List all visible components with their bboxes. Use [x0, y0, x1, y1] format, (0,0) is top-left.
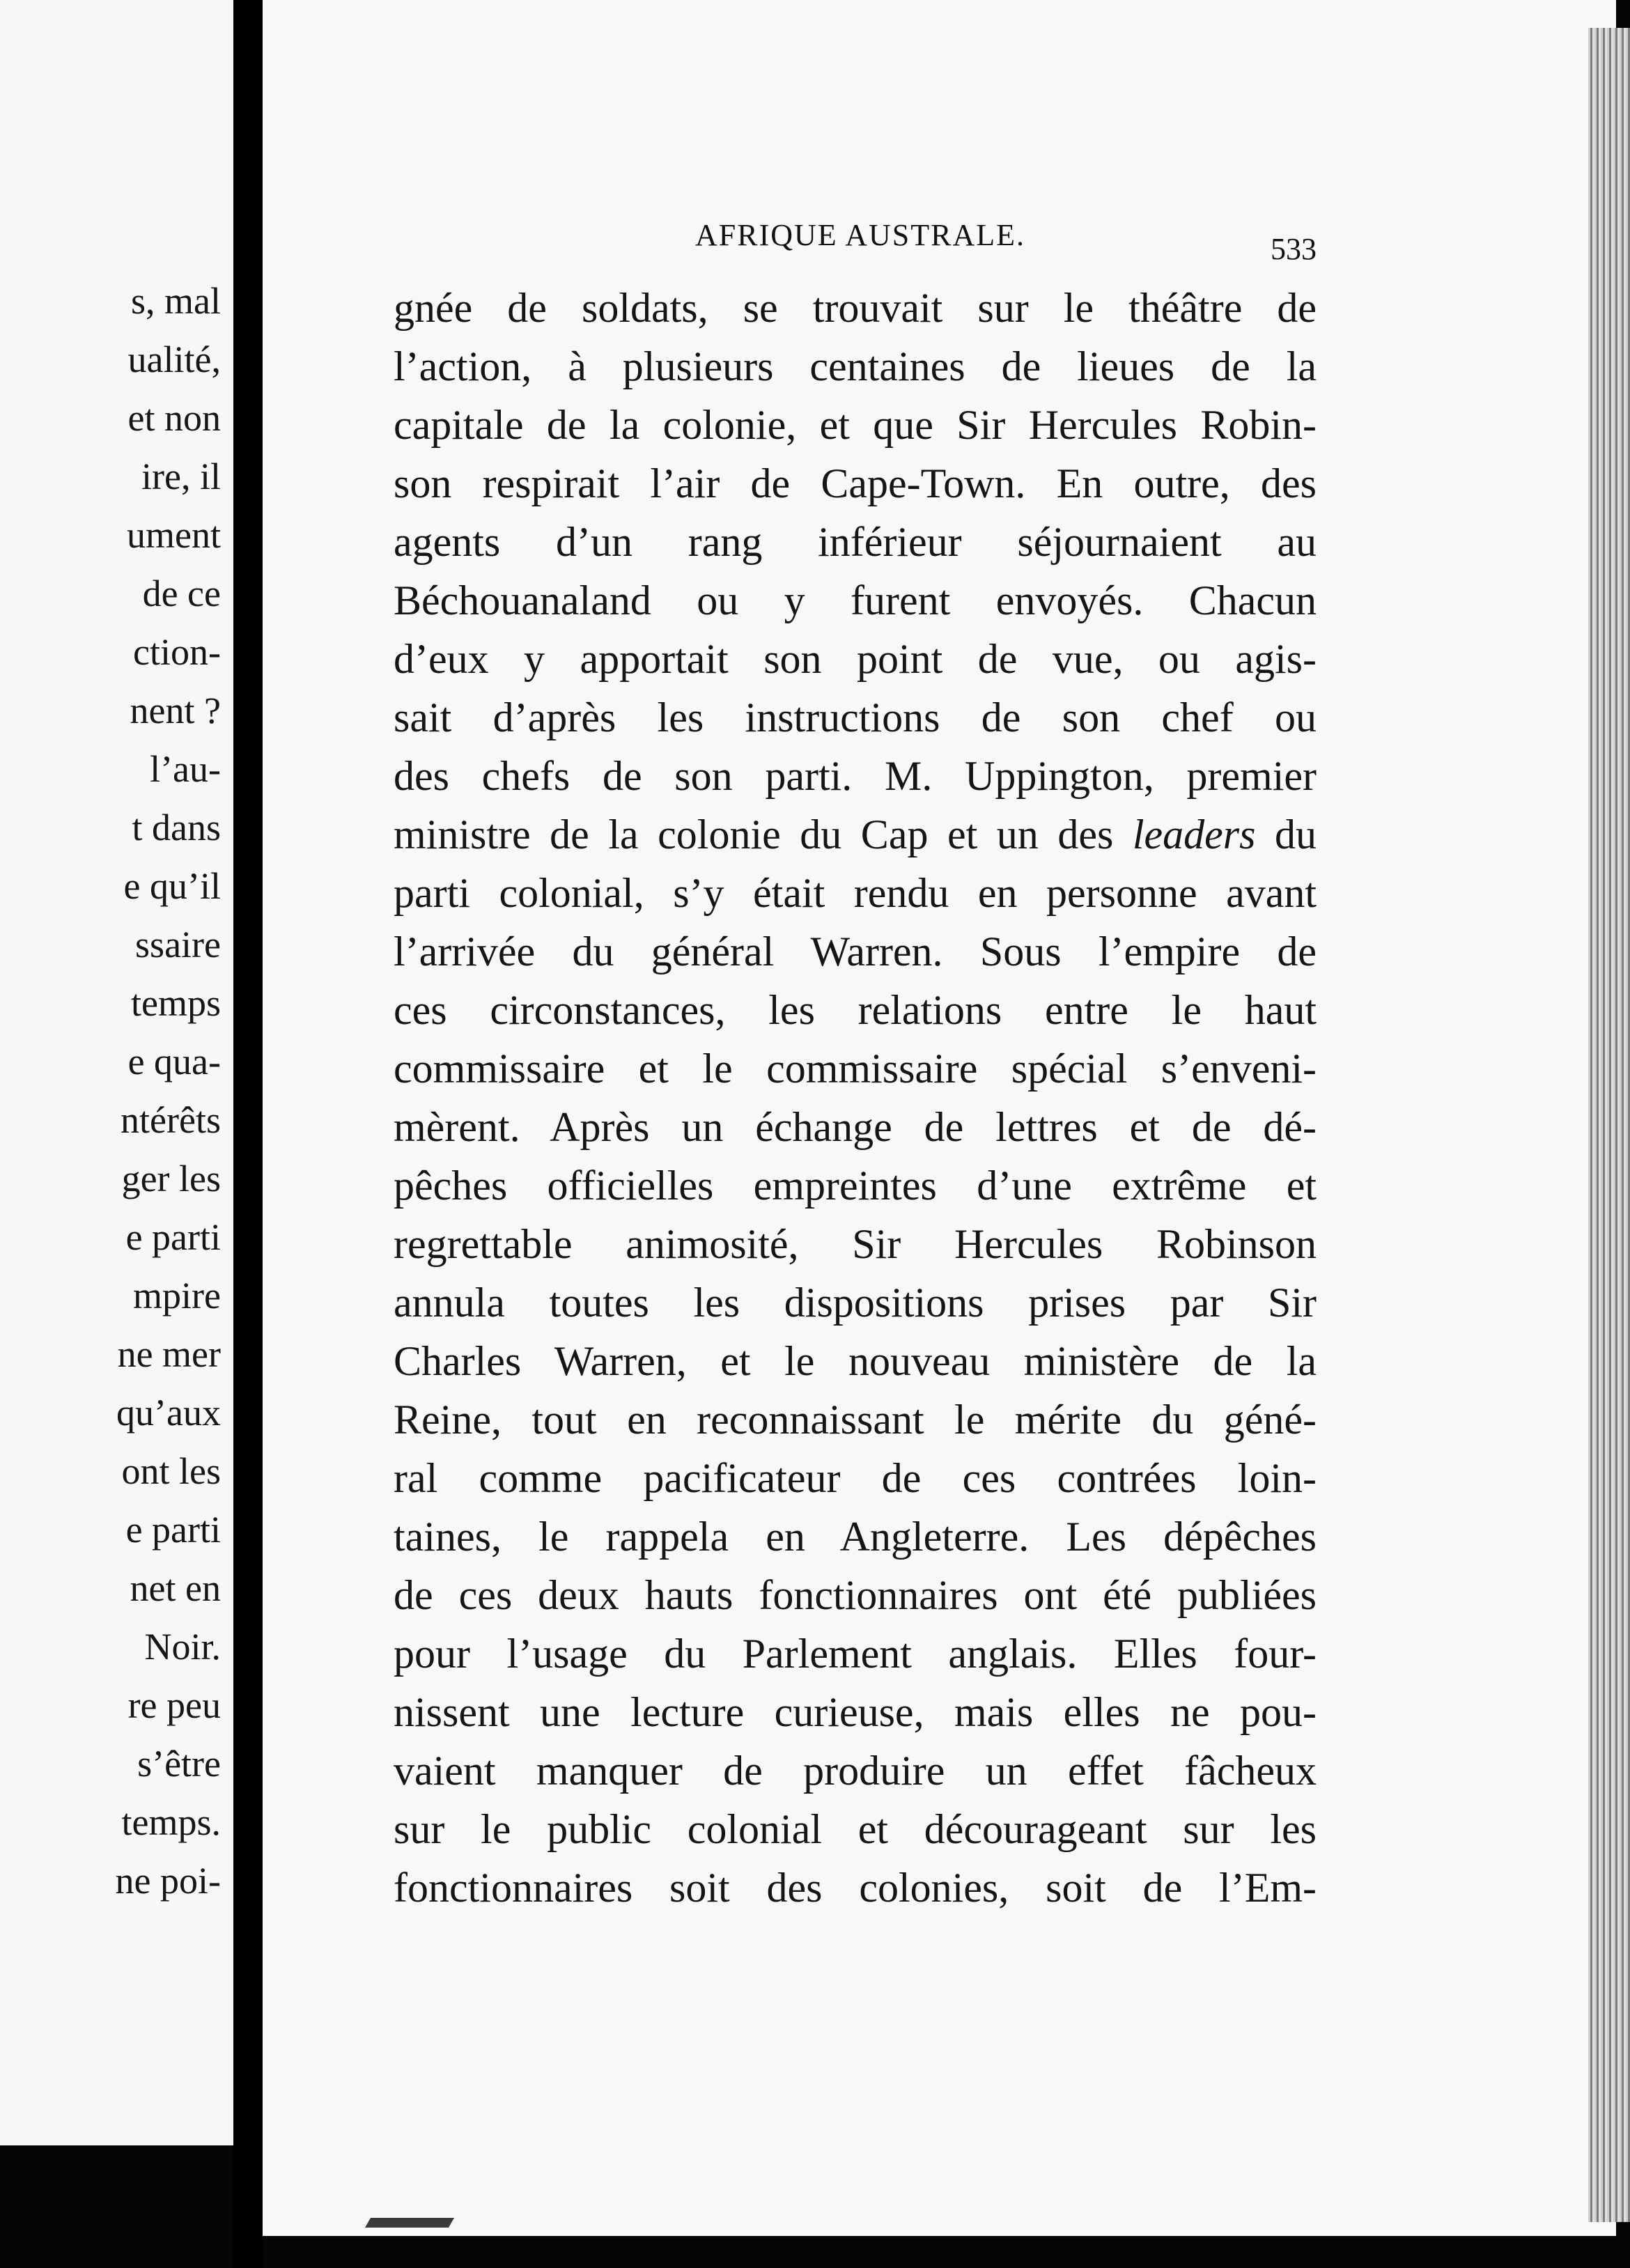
text-line: sur le public colonial et décourageant sur les: [394, 1806, 1317, 1852]
book-gutter: [233, 0, 263, 2268]
left-page-line: Noir.: [144, 1626, 221, 1668]
left-page-line: temps: [131, 982, 221, 1024]
left-page-line: nent ?: [130, 690, 221, 731]
left-page-line: e parti: [125, 1509, 221, 1551]
left-page-line: re peu: [127, 1684, 221, 1726]
text-segment: du: [1255, 811, 1317, 857]
left-page-line: e qua-: [127, 1041, 221, 1082]
left-page-line: mpire: [133, 1275, 221, 1316]
text-line: d’eux y apportait son point de vue, ou agis-: [394, 636, 1317, 682]
text-line: mèrent. Après un échange de lettres et de dé-: [394, 1104, 1317, 1150]
left-page-fragment: [0, 0, 233, 2145]
text-line: commissaire et le commissaire spécial s’enveni-: [394, 1046, 1317, 1092]
text-line: Reine, tout en reconnaissant le mérite du géné-: [394, 1397, 1317, 1443]
text-line: Charles Warren, et le nouveau ministère de la: [394, 1338, 1317, 1384]
running-header: AFRIQUE AUSTRALE.: [695, 218, 1026, 252]
left-page-line: s, mal: [131, 280, 221, 322]
text-line: annula toutes les dispositions prises par Sir: [394, 1280, 1317, 1326]
text-line: parti colonial, s’y était rendu en personne avant: [394, 870, 1317, 916]
text-line: [394, 811, 1317, 857]
text-line: de ces deux hauts fonctionnaires ont été publiées: [394, 1572, 1317, 1618]
left-page-line: e qu’il: [123, 865, 221, 907]
left-page-line: ualité,: [127, 339, 221, 380]
left-page-line: et non: [127, 397, 221, 439]
page-number: 533: [1271, 232, 1317, 266]
page-edge: [1588, 28, 1630, 2222]
left-page-line: ntérêts: [121, 1099, 221, 1141]
text-line: vaient manquer de produire un effet fâcheux: [394, 1748, 1317, 1794]
left-page-line: temps.: [121, 1801, 221, 1843]
left-page-line: e parti: [125, 1216, 221, 1258]
text-line: capitale de la colonie, et que Sir Hercules Robin-: [394, 402, 1317, 448]
text-line: ral comme pacificateur de ces contrées loin-: [394, 1455, 1317, 1501]
left-page-line: de ce: [142, 573, 221, 614]
text-line: des chefs de son parti. M. Uppington, premier: [394, 753, 1317, 799]
text-line: fonctionnaires soit des colonies, soit de l’Em-: [394, 1865, 1317, 1911]
text-line: ces circonstances, les relations entre le haut: [394, 987, 1317, 1033]
left-page-line: l’au-: [150, 748, 221, 790]
left-page-line: net en: [130, 1567, 221, 1609]
left-page-line: ire, il: [141, 456, 221, 497]
text-line: l’arrivée du général Warren. Sous l’empire de: [394, 929, 1317, 974]
left-page-line: ument: [127, 514, 221, 556]
text-line: taines, le rappela en Angleterre. Les dépêches: [394, 1514, 1317, 1560]
text-line: Béchouanaland ou y furent envoyés. Chacun: [394, 577, 1317, 623]
text-line: gnée de soldats, se trouvait sur le théâtre de: [394, 285, 1317, 331]
text-line: nissent une lecture curieuse, mais elles ne pou-: [394, 1689, 1317, 1735]
left-page-line: ont les: [121, 1450, 221, 1492]
left-page-line: t dans: [132, 807, 221, 848]
text-line: pour l’usage du Parlement anglais. Elles four-: [394, 1631, 1317, 1677]
text-line: l’action, à plusieurs centaines de lieues de la: [394, 343, 1317, 389]
left-page-line: qu’aux: [116, 1392, 221, 1434]
text-line: son respirait l’air de Cape-Town. En outre, des: [394, 460, 1317, 506]
left-page-line: ction-: [133, 631, 221, 673]
text-line: sait d’après les instructions de son chef ou: [394, 694, 1317, 740]
italic-word: leaders: [1132, 811, 1256, 857]
binding-mark: [365, 2218, 454, 2228]
text-segment: ministre de la colonie du Cap et un des: [394, 811, 1133, 857]
text-line: regrettable animosité, Sir Hercules Robinson: [394, 1221, 1317, 1267]
text-line: agents d’un rang inférieur séjournaient au: [394, 519, 1317, 565]
text-line: pêches officielles empreintes d’une extrême et: [394, 1163, 1317, 1209]
left-page-line: ger les: [121, 1158, 221, 1199]
left-page-line: ne poi-: [115, 1860, 221, 1902]
left-page-line: ne mer: [117, 1333, 221, 1375]
left-page-line: s’être: [137, 1743, 221, 1785]
left-page-line: ssaire: [135, 924, 221, 965]
